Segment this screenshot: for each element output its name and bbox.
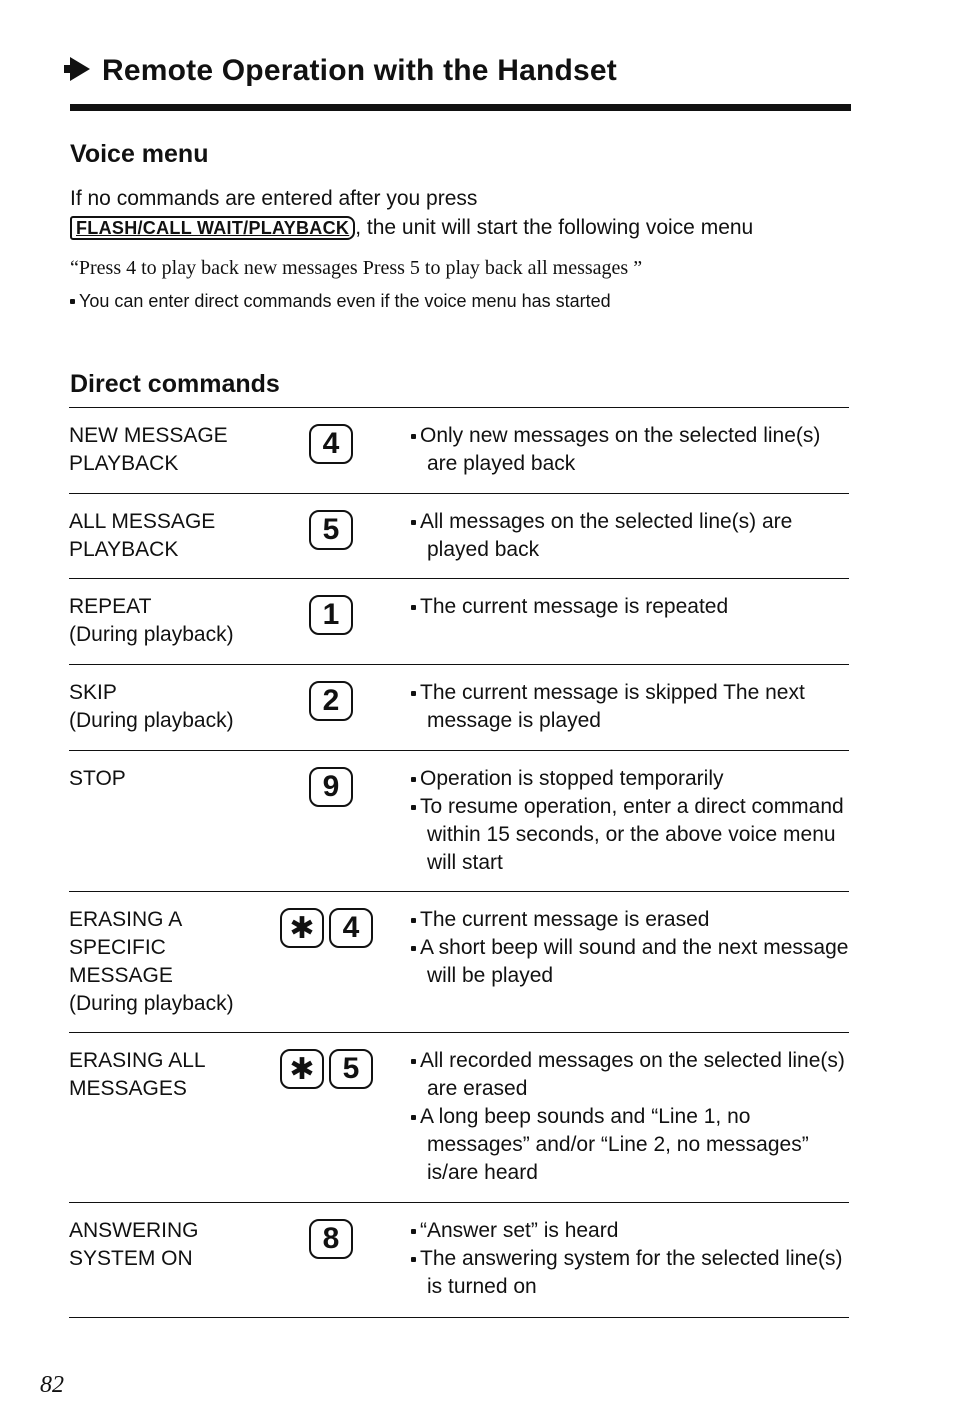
bullet-icon (411, 1115, 416, 1120)
command-row (69, 750, 849, 891)
bullet-icon (411, 520, 416, 525)
command-name (69, 906, 234, 1018)
command-row (69, 664, 849, 750)
command-keys (309, 595, 353, 635)
description-item (411, 1103, 851, 1187)
command-description (411, 906, 851, 990)
star-key-icon: ✱ (280, 1049, 324, 1089)
command-description (411, 593, 851, 621)
description-item (411, 593, 851, 621)
command-keys (309, 1219, 353, 1259)
command-name-line: NEW MESSAGE (69, 424, 228, 447)
voice-menu-heading: Voice menu (70, 140, 209, 168)
page-title (70, 54, 617, 88)
command-row (69, 407, 849, 493)
bullet-icon (411, 691, 416, 696)
command-keys (309, 510, 353, 550)
digit-key-icon: 5 (329, 1049, 373, 1089)
bullet-icon (411, 434, 416, 439)
command-name-line: PLAYBACK (69, 452, 179, 475)
command-name-line: SYSTEM ON (69, 1247, 193, 1270)
command-keys (309, 681, 353, 721)
command-keys (280, 908, 373, 948)
description-item (411, 1245, 851, 1301)
command-description (411, 765, 851, 877)
description-item (411, 906, 851, 934)
description-text: To resume operation, enter a direct command within 15 seconds, or the above voice menu will start (420, 795, 844, 874)
command-name (69, 1217, 199, 1273)
bullet-icon (411, 1257, 416, 1262)
command-row (69, 493, 849, 578)
description-text: Operation is stopped temporarily (420, 767, 724, 790)
flash-call-wait-playback-key: FLASH/CALL WAIT/PLAYBACK (70, 216, 355, 240)
command-name-line: ANSWERING (69, 1219, 199, 1242)
bullet-icon (70, 299, 75, 304)
digit-key-icon: 8 (309, 1219, 353, 1259)
voice-menu-line2-rest: , the unit will start the following voice menu (355, 216, 754, 239)
digit-key-icon: 5 (309, 510, 353, 550)
digit-key-icon: 4 (329, 908, 373, 948)
digit-key-icon: 4 (309, 424, 353, 464)
description-item (411, 422, 851, 478)
description-text: The current message is skipped The next message is played (420, 681, 805, 732)
description-text: Only new messages on the selected line(s) are played back (420, 424, 821, 475)
page-number: 82 (40, 1372, 64, 1398)
description-text: A short beep will sound and the next message will be played (420, 936, 849, 987)
description-item (411, 679, 851, 735)
command-name (69, 1047, 206, 1103)
direct-commands-table (69, 407, 849, 1318)
title-rule (70, 104, 851, 111)
description-item (411, 765, 851, 793)
command-name-line: ALL MESSAGE (69, 510, 216, 533)
voice-menu-line1: If no commands are entered after you press (70, 187, 478, 210)
command-name-line: PLAYBACK (69, 538, 179, 561)
bullet-icon (411, 918, 416, 923)
bullet-icon (411, 805, 416, 810)
command-name (69, 765, 126, 793)
bullet-icon (411, 1229, 416, 1234)
command-name (69, 593, 234, 649)
command-name-line: (During playback) (69, 709, 234, 732)
command-keys (280, 1049, 373, 1089)
voice-menu-text (70, 184, 870, 242)
command-row (69, 891, 849, 1032)
command-name-line: (During playback) (69, 992, 234, 1015)
command-name-line: MESSAGES (69, 1077, 187, 1100)
page-title-text: Remote Operation with the Handset (102, 54, 617, 87)
command-description (411, 679, 851, 735)
command-row (69, 1032, 849, 1202)
bullet-icon (411, 946, 416, 951)
description-text: A long beep sounds and “Line 1, no messages” and/or “Line 2, no messages” is/are heard (420, 1105, 809, 1184)
command-row (69, 1202, 849, 1318)
command-description (411, 422, 851, 478)
digit-key-icon: 2 (309, 681, 353, 721)
description-item (411, 1047, 851, 1103)
command-description (411, 508, 851, 564)
voice-menu-line2 (70, 213, 870, 242)
star-key-icon: ✱ (280, 908, 324, 948)
command-name-line: STOP (69, 767, 126, 790)
command-name (69, 508, 215, 564)
command-keys (309, 424, 353, 464)
description-item (411, 793, 851, 877)
command-description (411, 1047, 851, 1187)
digit-key-icon: 9 (309, 767, 353, 807)
description-text: All recorded messages on the selected line(s) are erased (420, 1049, 845, 1100)
command-name-line: SPECIFIC (69, 936, 166, 959)
direct-commands-heading: Direct commands (70, 370, 280, 398)
command-name-line: ERASING ALL (69, 1049, 206, 1072)
command-name-line: SKIP (69, 681, 117, 704)
bullet-icon (411, 605, 416, 610)
command-name-line: (During playback) (69, 623, 234, 646)
command-name-line: MESSAGE (69, 964, 173, 987)
description-text: “Answer set” is heard (420, 1219, 619, 1242)
bullet-icon (411, 1059, 416, 1064)
command-name (69, 679, 234, 735)
voice-menu-note-text: You can enter direct commands even if the voice menu has started (79, 291, 611, 311)
description-text: The answering system for the selected line(s) is turned on (420, 1247, 843, 1298)
voice-menu-quote: “Press 4 to play back new messages Press 5 to play back all messages ” (70, 257, 643, 279)
description-item (411, 1217, 851, 1245)
description-text: All messages on the selected line(s) are played back (420, 510, 793, 561)
command-description (411, 1217, 851, 1301)
description-item (411, 508, 851, 564)
description-text: The current message is repeated (420, 595, 729, 618)
description-text: The current message is erased (420, 908, 710, 931)
voice-menu-note (70, 291, 611, 312)
command-name-line: ERASING A (69, 908, 183, 931)
bullet-icon (411, 777, 416, 782)
arrow-icon (70, 57, 90, 81)
description-item (411, 934, 851, 990)
command-row (69, 578, 849, 664)
command-name (69, 422, 228, 478)
digit-key-icon: 1 (309, 595, 353, 635)
command-name-line: REPEAT (69, 595, 152, 618)
command-keys (309, 767, 353, 807)
